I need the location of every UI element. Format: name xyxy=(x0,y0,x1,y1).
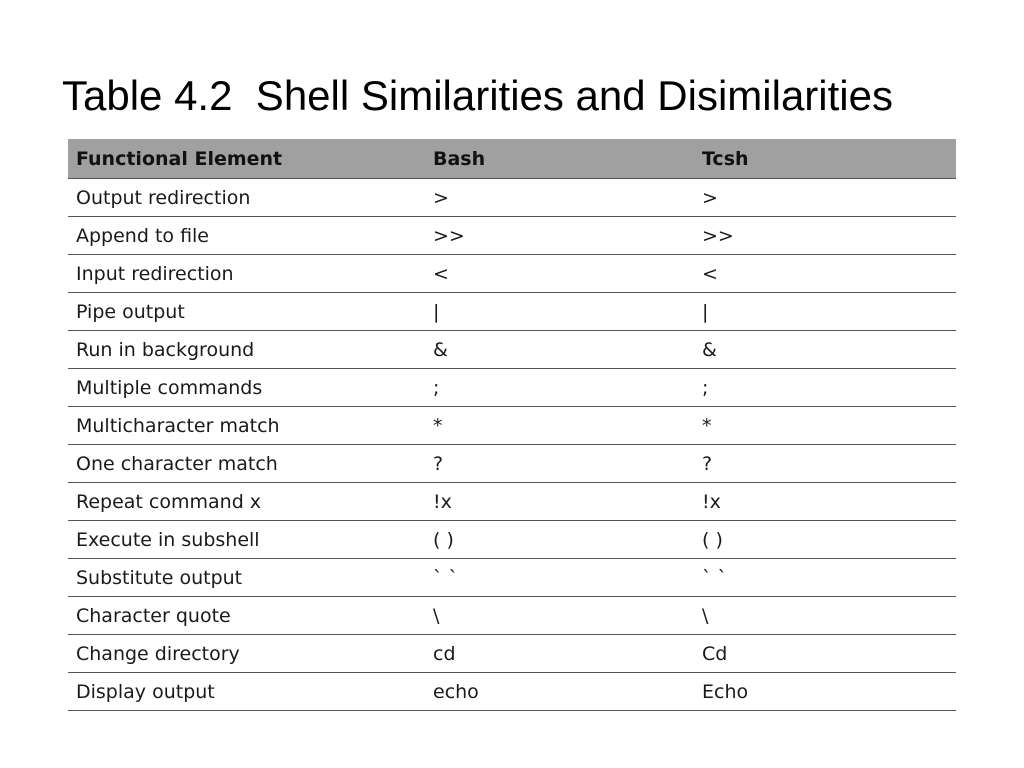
table-row xyxy=(68,521,956,559)
cell-bash: | xyxy=(425,293,694,331)
cell-tcsh: Cd xyxy=(694,635,956,673)
table-body xyxy=(68,179,956,711)
table-row xyxy=(68,559,956,597)
table-row xyxy=(68,673,956,711)
cell-bash: ( ) xyxy=(425,521,694,559)
cell-functional-element: Multicharacter match xyxy=(68,407,425,445)
table-row xyxy=(68,369,956,407)
cell-bash: cd xyxy=(425,635,694,673)
cell-bash: & xyxy=(425,331,694,369)
cell-tcsh: Echo xyxy=(694,673,956,711)
header-row xyxy=(68,139,956,179)
cell-functional-element: Multiple commands xyxy=(68,369,425,407)
cell-functional-element: Display output xyxy=(68,673,425,711)
table-row xyxy=(68,255,956,293)
cell-functional-element: Output redirection xyxy=(68,179,425,217)
cell-tcsh: * xyxy=(694,407,956,445)
cell-functional-element: Pipe output xyxy=(68,293,425,331)
cell-functional-element: Substitute output xyxy=(68,559,425,597)
cell-functional-element: Input redirection xyxy=(68,255,425,293)
cell-bash: >> xyxy=(425,217,694,255)
table-row xyxy=(68,293,956,331)
cell-tcsh: >> xyxy=(694,217,956,255)
cell-tcsh: ` ` xyxy=(694,559,956,597)
cell-functional-element: Append to file xyxy=(68,217,425,255)
cell-functional-element: Character quote xyxy=(68,597,425,635)
table-row xyxy=(68,445,956,483)
cell-functional-element: Repeat command x xyxy=(68,483,425,521)
cell-tcsh: ( ) xyxy=(694,521,956,559)
cell-tcsh: & xyxy=(694,331,956,369)
table-row xyxy=(68,407,956,445)
table-row xyxy=(68,597,956,635)
table-row xyxy=(68,217,956,255)
cell-tcsh: !x xyxy=(694,483,956,521)
cell-tcsh: ? xyxy=(694,445,956,483)
cell-tcsh: ; xyxy=(694,369,956,407)
cell-tcsh: > xyxy=(694,179,956,217)
table-row xyxy=(68,331,956,369)
cell-bash: > xyxy=(425,179,694,217)
header-functional-element: Functional Element xyxy=(68,139,425,179)
cell-functional-element: Change directory xyxy=(68,635,425,673)
cell-bash: !x xyxy=(425,483,694,521)
header-tcsh: Tcsh xyxy=(694,139,956,179)
cell-functional-element: Run in background xyxy=(68,331,425,369)
table-row xyxy=(68,179,956,217)
cell-tcsh: \ xyxy=(694,597,956,635)
cell-bash: \ xyxy=(425,597,694,635)
table-row xyxy=(68,483,956,521)
shell-comparison-table xyxy=(68,139,956,711)
cell-functional-element: Execute in subshell xyxy=(68,521,425,559)
cell-functional-element: One character match xyxy=(68,445,425,483)
table-row xyxy=(68,635,956,673)
cell-bash: ? xyxy=(425,445,694,483)
slide-title: Table 4.2 Shell Similarities and Disimilarities xyxy=(62,72,893,119)
cell-bash: ; xyxy=(425,369,694,407)
header-bash: Bash xyxy=(425,139,694,179)
cell-bash: ` ` xyxy=(425,559,694,597)
cell-tcsh: < xyxy=(694,255,956,293)
table-header xyxy=(68,139,956,179)
cell-bash: * xyxy=(425,407,694,445)
cell-bash: < xyxy=(425,255,694,293)
cell-bash: echo xyxy=(425,673,694,711)
cell-tcsh: | xyxy=(694,293,956,331)
